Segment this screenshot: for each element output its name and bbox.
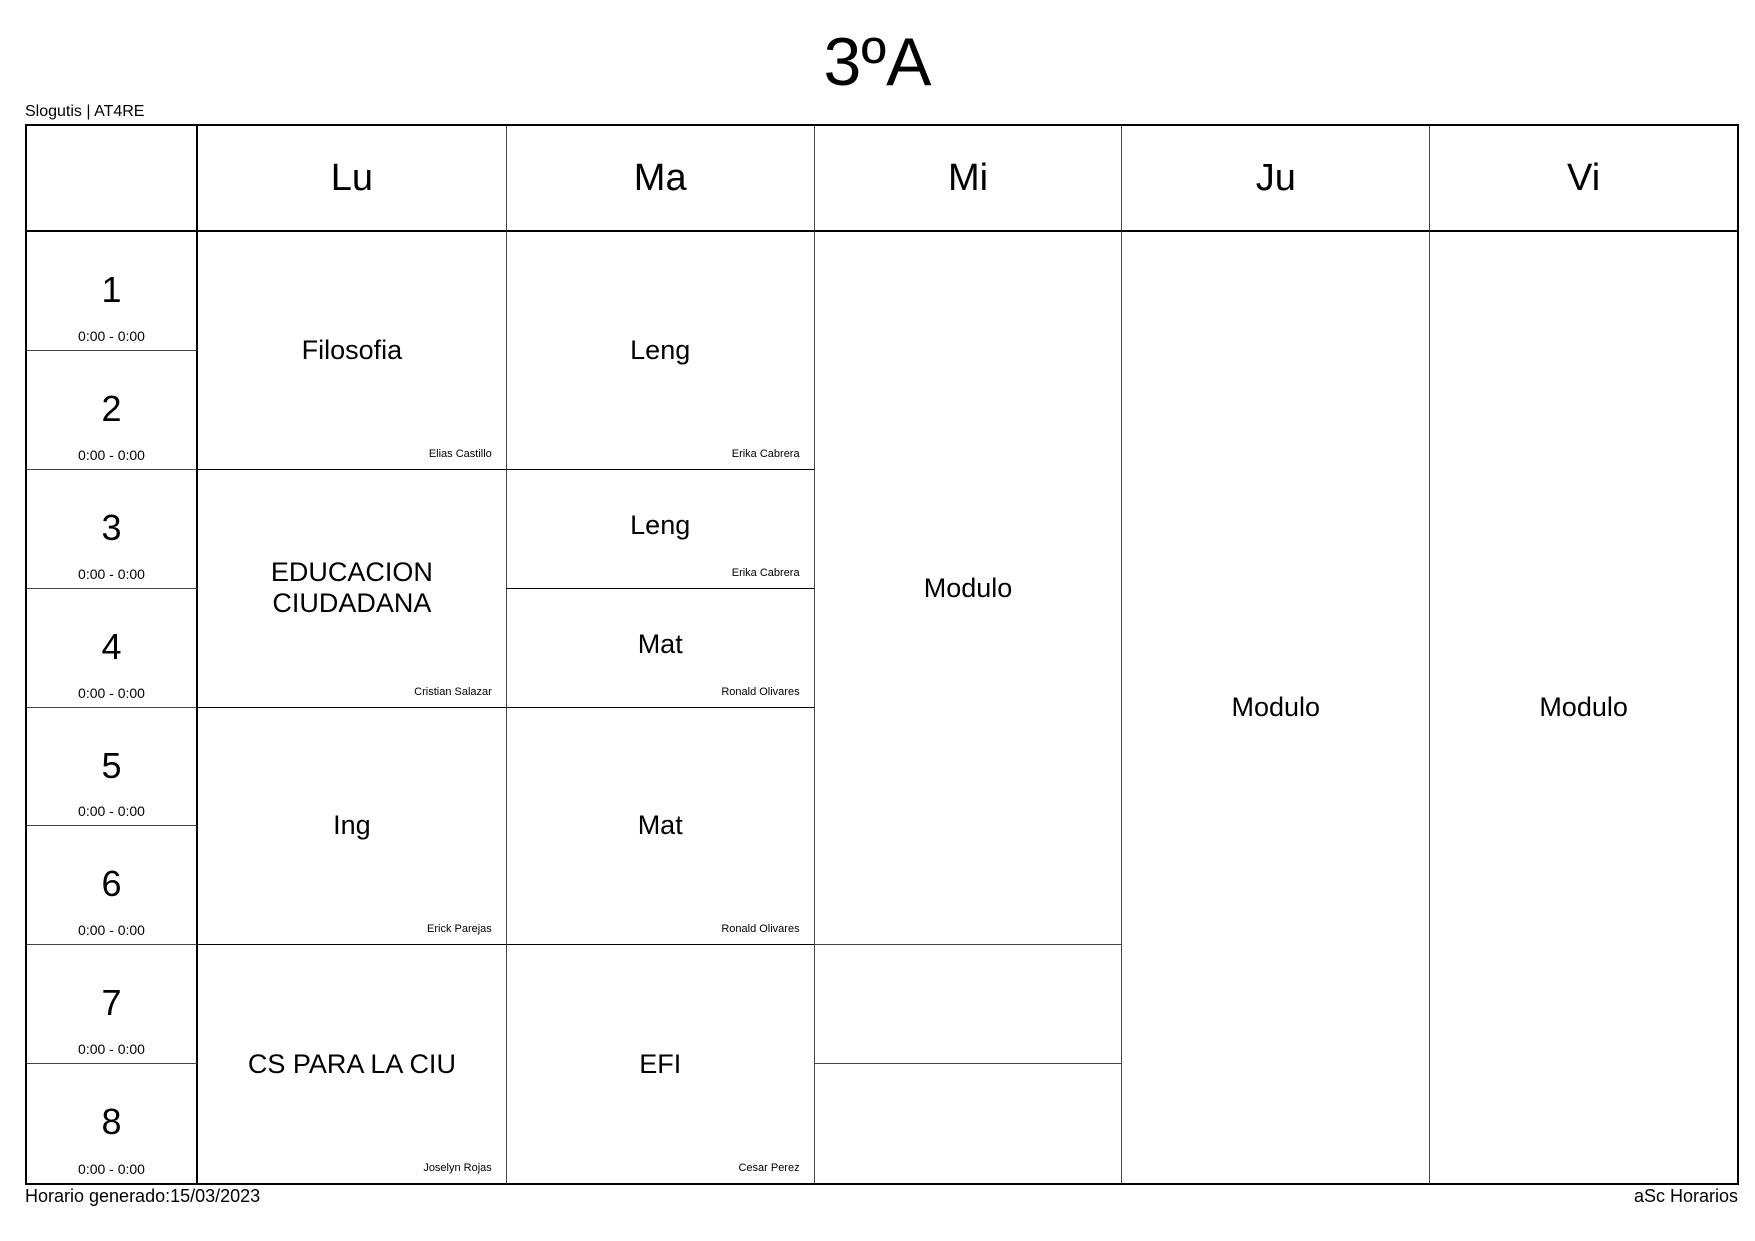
lesson-card xyxy=(814,232,1122,945)
period-number: 5 xyxy=(101,744,122,786)
day-header-lu: Lu xyxy=(198,126,506,232)
period-number: 4 xyxy=(101,625,122,667)
lesson-teacher: Erick Parejas xyxy=(427,923,492,936)
period-number: 8 xyxy=(101,1101,122,1143)
lesson-teacher: Cristian Salazar xyxy=(414,685,492,698)
lesson-card xyxy=(198,470,506,708)
lesson-subject: Mat xyxy=(637,810,683,841)
day-header-ma: Ma xyxy=(506,126,814,232)
lesson-card xyxy=(506,470,814,589)
period-row-header xyxy=(27,708,198,827)
lesson-card xyxy=(1429,232,1737,1183)
lesson-teacher: Erika Cabrera xyxy=(731,447,800,460)
lesson-card xyxy=(198,945,506,1183)
lesson-subject: Ing xyxy=(333,810,371,841)
page-title: 3ºA xyxy=(823,24,932,100)
lesson-subject: EFI xyxy=(639,1048,682,1079)
lesson-card xyxy=(198,232,506,470)
day-header-ju: Ju xyxy=(1121,126,1429,232)
lesson-subject: Modulo xyxy=(923,572,1013,603)
software-credit: aSc Horarios xyxy=(1633,1186,1738,1206)
lesson-teacher: Ronald Olivares xyxy=(721,685,800,698)
lesson-teacher: Ronald Olivares xyxy=(721,923,800,936)
period-time: 0:00 - 0:00 xyxy=(78,922,145,939)
timetable-grid xyxy=(25,124,1739,1185)
school-label: Slogutis | AT4RE xyxy=(25,103,145,120)
generated-date: Horario generado:15/03/2023 xyxy=(25,1186,261,1206)
period-row-header xyxy=(27,945,198,1064)
period-number: 7 xyxy=(101,982,122,1024)
lesson-teacher: Joselyn Rojas xyxy=(423,1162,492,1174)
period-row-header xyxy=(27,589,198,708)
period-time: 0:00 - 0:00 xyxy=(78,1161,145,1177)
grid-corner xyxy=(27,126,198,232)
lesson-subject: Modulo xyxy=(1539,692,1628,722)
day-header-mi: Mi xyxy=(814,126,1122,232)
lesson-teacher: Elias Castillo xyxy=(428,447,492,460)
period-time: 0:00 - 0:00 xyxy=(78,684,145,701)
lesson-card xyxy=(506,232,814,470)
period-time: 0:00 - 0:00 xyxy=(78,327,145,344)
lesson-subject: EDUCACION CIUDADANA xyxy=(270,557,433,619)
period-row-header xyxy=(27,470,198,589)
lesson-subject: Filosofia xyxy=(301,334,403,365)
day-header-vi: Vi xyxy=(1429,126,1737,232)
lesson-subject: CS PARA LA CIU xyxy=(247,1048,456,1079)
period-row-header xyxy=(27,1064,198,1183)
lesson-card xyxy=(1121,232,1429,1183)
lesson-card xyxy=(506,945,814,1183)
empty-slot xyxy=(814,1064,1122,1183)
period-time: 0:00 - 0:00 xyxy=(78,565,145,582)
period-time: 0:00 - 0:00 xyxy=(78,446,145,463)
period-number: 3 xyxy=(101,506,122,548)
lesson-subject: Leng xyxy=(630,334,691,365)
period-number: 1 xyxy=(101,269,122,310)
lesson-subject: Modulo xyxy=(1231,692,1321,722)
period-number: 6 xyxy=(101,863,122,905)
period-number: 2 xyxy=(101,387,122,429)
lesson-subject: Mat xyxy=(637,628,683,659)
empty-slot xyxy=(814,945,1122,1064)
lesson-teacher: Erika Cabrera xyxy=(731,566,800,579)
lesson-card xyxy=(506,589,814,708)
period-time: 0:00 - 0:00 xyxy=(78,803,145,820)
lesson-subject: Leng xyxy=(630,509,691,540)
period-row-header xyxy=(27,351,198,470)
lesson-card xyxy=(506,708,814,946)
lesson-card xyxy=(198,708,506,946)
lesson-teacher: Cesar Perez xyxy=(738,1162,800,1174)
period-row-header xyxy=(27,826,198,945)
period-row-header xyxy=(27,232,198,351)
period-time: 0:00 - 0:00 xyxy=(78,1041,145,1058)
